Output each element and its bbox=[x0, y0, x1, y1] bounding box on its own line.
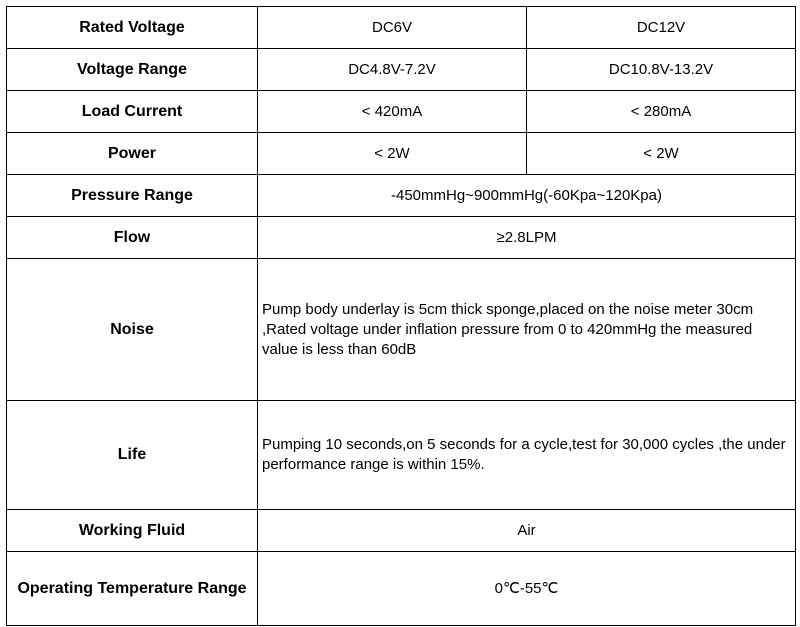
flow-label: Flow bbox=[7, 217, 258, 259]
pressure-range-label: Pressure Range bbox=[7, 175, 258, 217]
voltage-range-dc12v: DC10.8V-13.2V bbox=[527, 49, 796, 91]
life-value: Pumping 10 seconds,on 5 seconds for a cycle,test for 30,000 cycles ,the under performance range is within 15%. bbox=[258, 401, 796, 510]
operating-temperature-label: Operating Temperature Range bbox=[7, 552, 258, 626]
working-fluid-label: Working Fluid bbox=[7, 510, 258, 552]
table-row-life bbox=[7, 401, 796, 510]
table-row-operating-temperature bbox=[7, 552, 796, 626]
table-row-rated-voltage bbox=[7, 7, 796, 49]
noise-label: Noise bbox=[7, 259, 258, 401]
table-row-working-fluid bbox=[7, 510, 796, 552]
table-row-flow bbox=[7, 217, 796, 259]
table-row-pressure-range bbox=[7, 175, 796, 217]
voltage-range-label: Voltage Range bbox=[7, 49, 258, 91]
voltage-range-dc6v: DC4.8V-7.2V bbox=[258, 49, 527, 91]
life-label: Life bbox=[7, 401, 258, 510]
power-dc12v: < 2W bbox=[527, 133, 796, 175]
pressure-range-value: -450mmHg~900mmHg(-60Kpa~120Kpa) bbox=[258, 175, 796, 217]
load-current-dc12v: < 280mA bbox=[527, 91, 796, 133]
rated-voltage-dc12v: DC12V bbox=[527, 7, 796, 49]
specification-table bbox=[6, 6, 796, 626]
rated-voltage-label: Rated Voltage bbox=[7, 7, 258, 49]
load-current-label: Load Current bbox=[7, 91, 258, 133]
working-fluid-value: Air bbox=[258, 510, 796, 552]
table-row-power bbox=[7, 133, 796, 175]
power-label: Power bbox=[7, 133, 258, 175]
table-row-load-current bbox=[7, 91, 796, 133]
table-row-voltage-range bbox=[7, 49, 796, 91]
noise-value: Pump body underlay is 5cm thick sponge,placed on the noise meter 30cm ,Rated voltage under inflation pressure from 0 to 420mmHg the measured value is less than 60dB bbox=[258, 259, 796, 401]
operating-temperature-value: 0℃-55℃ bbox=[258, 552, 796, 626]
table-row-noise bbox=[7, 259, 796, 401]
power-dc6v: < 2W bbox=[258, 133, 527, 175]
load-current-dc6v: < 420mA bbox=[258, 91, 527, 133]
rated-voltage-dc6v: DC6V bbox=[258, 7, 527, 49]
flow-value: ≥2.8LPM bbox=[258, 217, 796, 259]
